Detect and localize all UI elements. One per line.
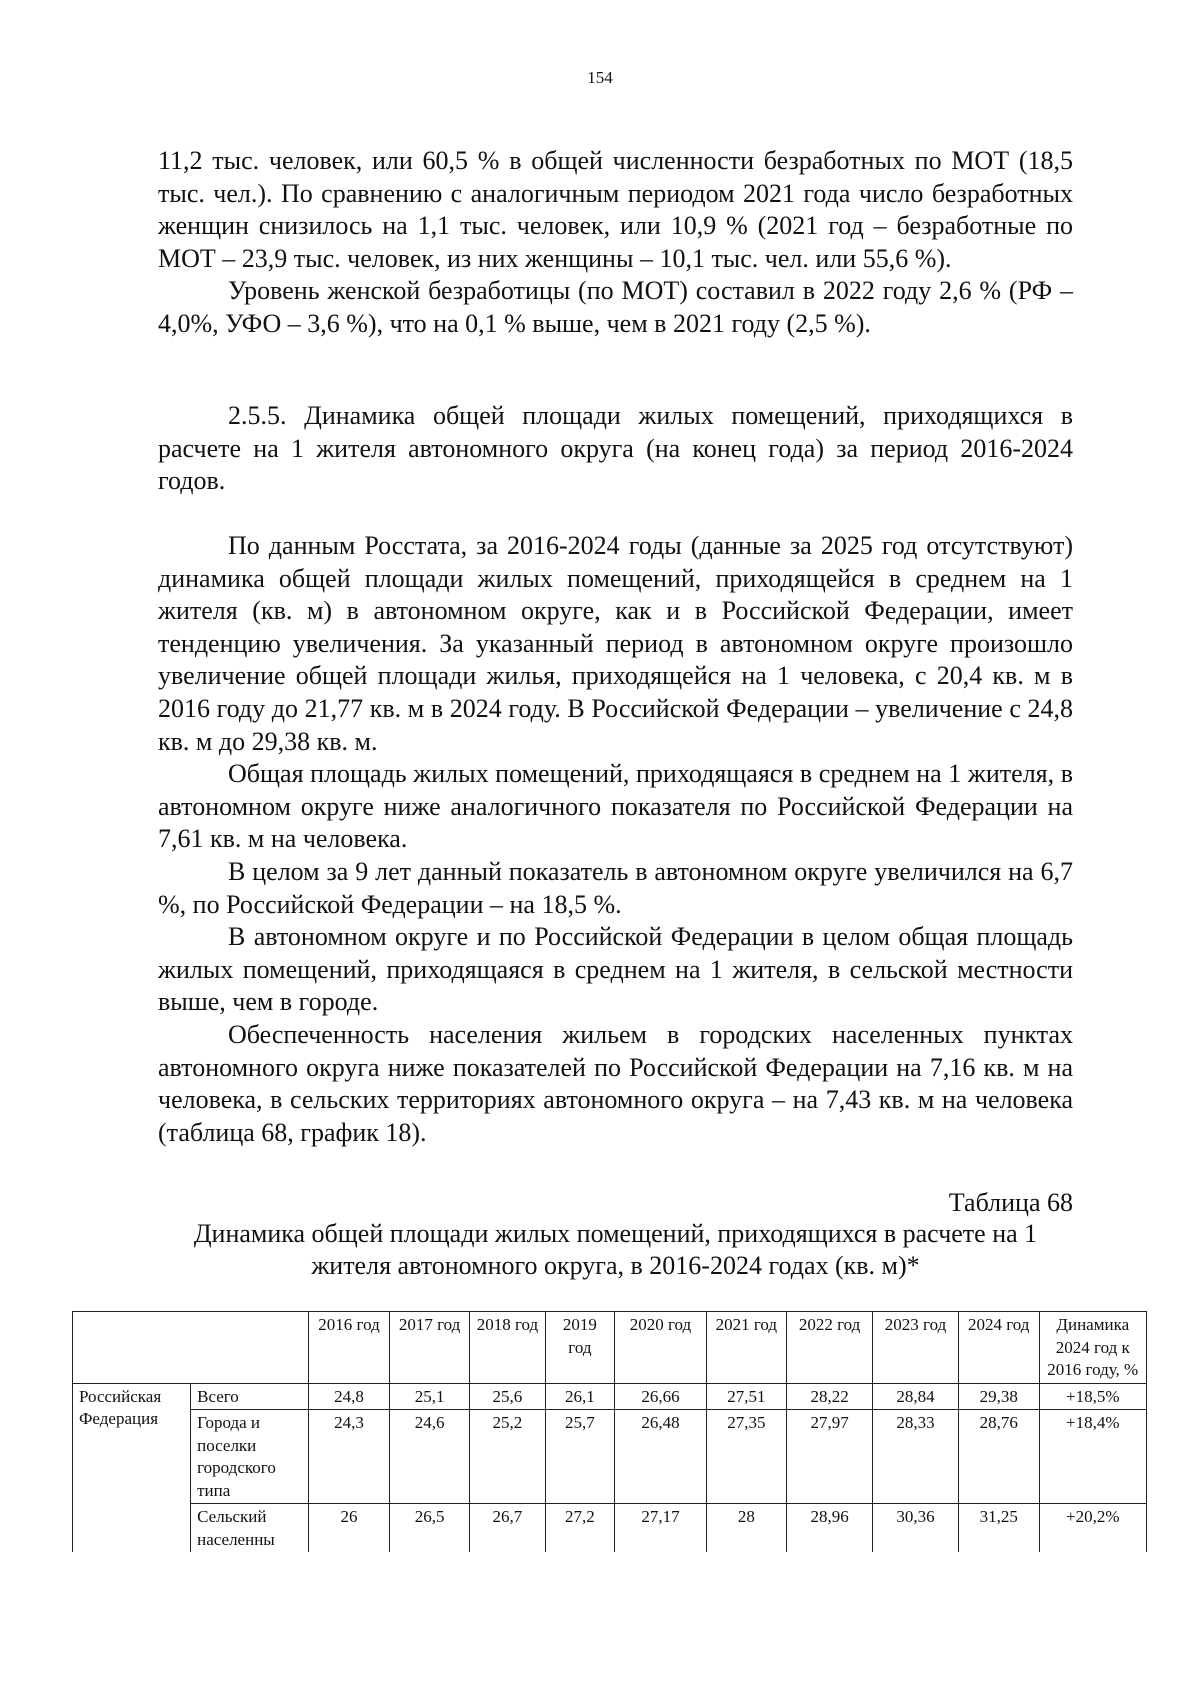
header-year: 2023 год xyxy=(873,1312,959,1384)
value-cell: 28,96 xyxy=(787,1504,873,1553)
value-cell: 29,38 xyxy=(958,1383,1039,1410)
row-label: Сельский населенны xyxy=(191,1504,309,1553)
value-cell: 28,76 xyxy=(958,1410,1039,1504)
paragraph: Уровень женской безработицы (по МОТ) составил в 2022 году 2,6 % (РФ – 4,0%, УФО – 3,6 %), что на 0,1 % выше, чем в 2021 году (2,5 %). xyxy=(158,276,1073,338)
value-cell: 27,97 xyxy=(787,1410,873,1504)
dynamics-cell: +20,2% xyxy=(1039,1504,1147,1553)
dynamics-cell: +18,4% xyxy=(1039,1410,1147,1504)
value-cell: 25,1 xyxy=(389,1383,470,1410)
table-row xyxy=(73,1410,1147,1504)
section-heading: 2.5.5. Динамика общей площади жилых помещений, приходящихся в расчете на 1 жителя автономного округа (на конец года) за период 2016-2024 годов. xyxy=(158,401,1073,496)
page-number: 154 xyxy=(587,68,613,87)
value-cell: 24,3 xyxy=(309,1410,390,1504)
value-cell: 27,51 xyxy=(706,1383,787,1410)
value-cell: 27,2 xyxy=(545,1504,615,1553)
paragraph: Обеспеченность населения жильем в городских населенных пунктах автономного округа ниже показателей по Российской Федерации на 7,16 кв. м на человека, в сельских территориях автономного округа – на 7,43 кв. м на человека (таблица 68, график 18). xyxy=(158,1019,1073,1147)
section-heading-block xyxy=(158,400,1073,498)
value-cell: 27,35 xyxy=(706,1410,787,1504)
header-year: 2019 год xyxy=(545,1312,615,1384)
value-cell: 26 xyxy=(309,1504,390,1553)
value-cell: 25,2 xyxy=(470,1410,545,1504)
paragraph: По данным Росстата, за 2016-2024 годы (данные за 2025 год отсутствуют) динамика общей площади жилых помещений, приходящейся в среднем на 1 жителя (кв. м) в автономном округе, как и в Российской Федерации, имеет тенденцию увеличения. За указанный период в автономном округе произошло увеличение общей площади жилья, приходящейся на 1 человека, с 20,4 кв. м в 2016 году до 21,77 кв. м в 2024 году. В Российской Федерации – увеличение с 24,8 кв. м до 29,38 кв. м. xyxy=(158,531,1073,756)
header-dynamics: Динамика 2024 год к 2016 году, % xyxy=(1039,1312,1147,1384)
value-cell: 24,6 xyxy=(389,1410,470,1504)
main-text xyxy=(158,530,1073,1149)
value-cell: 28,33 xyxy=(873,1410,959,1504)
table-header-row xyxy=(73,1312,1147,1384)
header-year: 2018 год xyxy=(470,1312,545,1384)
paragraph: В целом за 9 лет данный показатель в автономном округе увеличился на 6,7 %, по Российской Федерации – на 18,5 %. xyxy=(158,856,1073,919)
table-title: Динамика общей площади жилых помещений, приходящихся в расчете на 1 жителя автономного округа, в 2016-2024 годах (кв. м)* xyxy=(193,1219,1038,1280)
table-row xyxy=(73,1504,1147,1553)
row-label: Города и поселки городского типа xyxy=(191,1410,309,1504)
table-row xyxy=(73,1383,1147,1410)
value-cell: 28,22 xyxy=(787,1383,873,1410)
region-cell: Российская Федерация xyxy=(73,1383,191,1552)
housing-area-table xyxy=(72,1311,1147,1552)
value-cell: 24,8 xyxy=(309,1383,390,1410)
value-cell: 25,7 xyxy=(545,1410,615,1504)
value-cell: 25,6 xyxy=(470,1383,545,1410)
value-cell: 27,17 xyxy=(615,1504,706,1553)
header-year: 2017 год xyxy=(389,1312,470,1384)
header-year: 2024 год xyxy=(958,1312,1039,1384)
paragraph: В автономном округе и по Российской Федерации в целом общая площадь жилых помещений, приходящаяся в среднем на 1 жителя, в сельской местности выше, чем в городе. xyxy=(158,922,1073,1017)
value-cell: 26,1 xyxy=(545,1383,615,1410)
value-cell: 30,36 xyxy=(873,1504,959,1553)
paragraph: 11,2 тыс. человек, или 60,5 % в общей численности безработных по МОТ (18,5 тыс. чел.). По сравнению с аналогичным периодом 2021 года число безработных женщин снизилось на 1,1 тыс. человек, или 10,9 % (2021 год – безработные по МОТ – 23,9 тыс. человек, из них женщины – 10,1 тыс. чел. или 55,6 %). xyxy=(158,146,1073,273)
value-cell: 28 xyxy=(706,1504,787,1553)
value-cell: 26,48 xyxy=(615,1410,706,1504)
value-cell: 26,7 xyxy=(470,1504,545,1553)
value-cell: 26,5 xyxy=(389,1504,470,1553)
intro-text xyxy=(158,145,1073,341)
header-empty-cell xyxy=(73,1312,309,1384)
value-cell: 28,84 xyxy=(873,1383,959,1410)
header-year: 2022 год xyxy=(787,1312,873,1384)
dynamics-cell: +18,5% xyxy=(1039,1383,1147,1410)
value-cell: 31,25 xyxy=(958,1504,1039,1553)
row-label: Всего xyxy=(191,1383,309,1410)
header-year: 2021 год xyxy=(706,1312,787,1384)
value-cell: 26,66 xyxy=(615,1383,706,1410)
header-year: 2016 год xyxy=(309,1312,390,1384)
paragraph: Общая площадь жилых помещений, приходящаяся в среднем на 1 жителя, в автономном округе ниже аналогичного показателя по Российской Федерации на 7,61 кв. м на человека. xyxy=(158,759,1073,854)
table-number: Таблица 68 xyxy=(948,1188,1073,1217)
header-year: 2020 год xyxy=(615,1312,706,1384)
